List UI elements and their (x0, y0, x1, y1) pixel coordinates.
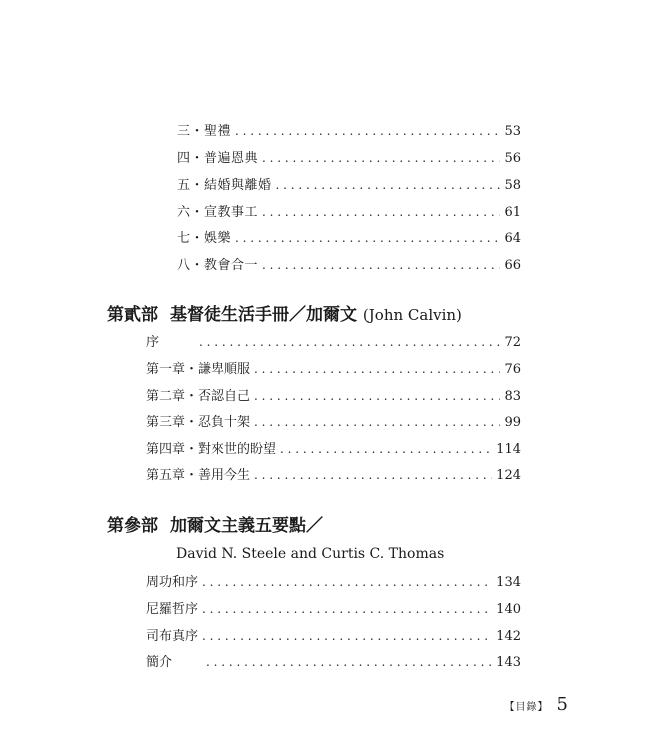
footer-page-number: 5 (556, 694, 568, 715)
leader-dots (254, 360, 500, 378)
toc-entry[interactable] (146, 573, 521, 592)
toc-entry-title: 三・聖禮 (177, 124, 232, 139)
toc-entry[interactable] (146, 653, 521, 672)
part-label: 第貳部 (107, 305, 158, 325)
toc-entry-page: 66 (504, 258, 521, 273)
toc-entry-title: 周功和序 (146, 575, 199, 590)
toc-entry-title: 八・教會合一 (177, 258, 259, 273)
toc-entry-title: 序 (146, 335, 160, 350)
toc-entry[interactable] (146, 387, 521, 406)
leader-dots (276, 176, 501, 194)
toc-entry-title: 六・宣教事工 (177, 205, 259, 220)
page-footer (505, 694, 568, 715)
part-heading (107, 304, 462, 326)
leader-dots (254, 387, 500, 405)
toc-entry[interactable] (177, 229, 521, 248)
toc-entry-page: 53 (504, 124, 521, 139)
leader-dots (235, 122, 500, 140)
leader-dots (202, 573, 492, 591)
part-authors: David N. Steele and Curtis C. Thomas (176, 546, 445, 562)
toc-entry[interactable] (177, 176, 521, 195)
toc-entry-page: 143 (496, 655, 521, 670)
toc-entry-page: 61 (504, 205, 521, 220)
part-label: 第參部 (107, 516, 158, 536)
leader-dots (254, 466, 492, 484)
toc-entry[interactable] (177, 149, 521, 168)
toc-entry[interactable] (146, 600, 521, 619)
leader-dots (206, 653, 492, 671)
toc-entry[interactable] (177, 203, 521, 222)
toc-entry-page: 99 (504, 415, 521, 430)
toc-entry-title: 司布真序 (146, 629, 199, 644)
toc-entry-title: 四・普遍恩典 (177, 151, 259, 166)
part-author: (John Calvin) (362, 306, 462, 324)
toc-entry[interactable] (146, 360, 521, 379)
leader-dots (202, 627, 492, 645)
toc-entry[interactable] (177, 256, 521, 275)
leader-dots (199, 333, 500, 351)
leader-dots (262, 256, 500, 274)
toc-entry-page: 134 (496, 575, 521, 590)
toc-entry-title: 第二章・否認自己 (146, 389, 251, 404)
part-heading (107, 515, 323, 537)
toc-entry[interactable] (146, 440, 521, 459)
toc-entry-title: 第四章・對來世的盼望 (146, 442, 277, 457)
toc-entry-page: 114 (496, 442, 521, 457)
toc-entry-page: 140 (496, 602, 521, 617)
toc-entry[interactable] (146, 413, 521, 432)
leader-dots (262, 203, 500, 221)
toc-entry-page: 56 (504, 151, 521, 166)
toc-entry[interactable] (146, 333, 521, 352)
toc-entry-title: 第五章・善用今生 (146, 468, 251, 483)
toc-entry-title: 五・結婚與離婚 (177, 178, 272, 193)
leader-dots (235, 229, 500, 247)
toc-entry-title: 簡介 (146, 655, 173, 670)
leader-dots (262, 149, 500, 167)
leader-dots (280, 440, 492, 458)
toc-entry-page: 142 (496, 629, 521, 644)
toc-entry-title: 第三章・忍負十架 (146, 415, 251, 430)
part-title: 加爾文主義五要點／ (170, 516, 323, 536)
toc-entry[interactable] (177, 122, 521, 141)
toc-entry-page: 124 (496, 468, 521, 483)
toc-entry-page: 76 (504, 362, 521, 377)
leader-dots (202, 600, 492, 618)
footer-section-label: 【目錄】 (504, 702, 549, 713)
toc-entry-title: 第一章・謙卑順服 (146, 362, 251, 377)
toc-entry-page: 58 (504, 178, 521, 193)
leader-dots (254, 413, 500, 431)
toc-entry-title: 尼羅哲序 (146, 602, 199, 617)
toc-entry-page: 83 (504, 389, 521, 404)
part-title: 基督徒生活手冊／加爾文 (170, 305, 357, 325)
toc-entry-page: 64 (504, 231, 521, 246)
toc-entry[interactable] (146, 627, 521, 646)
toc-entry-page: 72 (504, 335, 521, 350)
toc-entry[interactable] (146, 466, 521, 485)
toc-entry-title: 七・娛樂 (177, 231, 232, 246)
